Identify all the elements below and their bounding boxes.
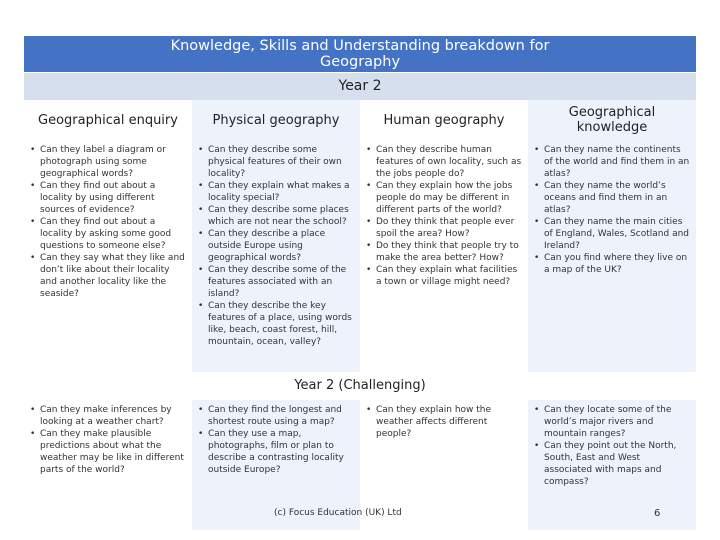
header-physical-geography: Physical geography <box>192 100 360 140</box>
challenging-enquiry-list <box>26 404 186 476</box>
challenging-row <box>24 400 696 500</box>
list-item: • Can they use a map, photographs, film or plan to describe a contrasting locality outside Europe? <box>194 428 354 476</box>
challenging-human-cell <box>360 400 528 500</box>
page-title-bar <box>24 36 696 72</box>
list-item: • Can they explain what makes a locality special? <box>194 180 354 204</box>
header-human-geography: Human geography <box>360 100 528 140</box>
list-item: • Can they describe the key features of a place, using words like, beach, coast forest, hill, mountain, ocean, valley? <box>194 300 354 348</box>
list-item: • Can they say what they like and don’t like about their locality and another locality like the seaside? <box>26 252 186 300</box>
list-item: • Can they name the main cities of England, Wales, Scotland and Ireland? <box>530 216 690 252</box>
page-number: 6 <box>654 508 661 519</box>
list-item: • Can they label a diagram or photograph using some geographical words? <box>26 144 186 180</box>
year2-enquiry-list <box>26 144 186 300</box>
footer <box>24 500 696 530</box>
list-item: • Can they explain how the jobs people do may be different in different parts of the world? <box>362 180 522 216</box>
list-item: • Can they point out the North, South, East and West associated with maps and compass? <box>530 440 690 488</box>
list-item: • Can they describe some physical features of their own locality? <box>194 144 354 180</box>
year2-knowledge-cell <box>528 140 696 372</box>
challenging-human-list <box>362 404 522 440</box>
year2-row <box>24 140 696 372</box>
year-label: Year 2 <box>24 73 696 100</box>
year2-human-list <box>362 144 522 288</box>
list-item: • Can they make inferences by looking at a weather chart? <box>26 404 186 428</box>
list-item: • Do they think that people try to make the area better? How? <box>362 240 522 264</box>
challenging-knowledge-list <box>530 404 690 488</box>
year2-human-cell <box>360 140 528 372</box>
year2-physical-list <box>194 144 354 348</box>
year2-knowledge-list <box>530 144 690 276</box>
list-item: • Can they find out about a locality by using different sources of evidence? <box>26 180 186 216</box>
footer-shade <box>528 500 696 530</box>
list-item: • Can they name the world’s oceans and find them in an atlas? <box>530 180 690 216</box>
list-item: • Can they describe some places which are not near the school? <box>194 204 354 228</box>
header-geographical-knowledge: Geographical knowledge <box>528 100 696 140</box>
list-item: • Do they think that people ever spoil the area? How? <box>362 216 522 240</box>
list-item: • Can they describe human features of own locality, such as the jobs people do? <box>362 144 522 180</box>
list-item: • Can they locate some of the world’s major rivers and mountain ranges? <box>530 404 690 440</box>
year2-physical-cell <box>192 140 360 372</box>
list-item: • Can they explain how the weather affects different people? <box>362 404 522 440</box>
list-item: • Can they describe some of the features associated with an island? <box>194 264 354 300</box>
page-title-line-2: Geography <box>319 54 401 70</box>
list-item: • Can they find the longest and shortest route using a map? <box>194 404 354 428</box>
list-item: • Can they explain what facilities a town or village might need? <box>362 264 522 288</box>
list-item: • Can they make plausible predictions about what the weather may be like in different parts of the world? <box>26 428 186 476</box>
header-geographical-enquiry: Geographical enquiry <box>24 100 192 140</box>
list-item: • Can they find out about a locality by asking some good questions to someone else? <box>26 216 186 252</box>
list-item: • Can they describe a place outside Europe using geographical words? <box>194 228 354 264</box>
copyright-text: (c) Focus Education (UK) Ltd <box>274 508 402 518</box>
challenging-knowledge-cell <box>528 400 696 500</box>
challenging-physical-cell <box>192 400 360 500</box>
list-item: • Can they name the continents of the world and find them in an atlas? <box>530 144 690 180</box>
challenging-label: Year 2 (Challenging) <box>24 372 696 400</box>
column-headers <box>24 100 696 140</box>
year2-enquiry-cell <box>24 140 192 372</box>
list-item: • Can you find where they live on a map of the UK? <box>530 252 690 276</box>
challenging-enquiry-cell <box>24 400 192 500</box>
challenging-physical-list <box>194 404 354 476</box>
page-title-line-1: Knowledge, Skills and Understanding breakdown for <box>170 38 550 54</box>
